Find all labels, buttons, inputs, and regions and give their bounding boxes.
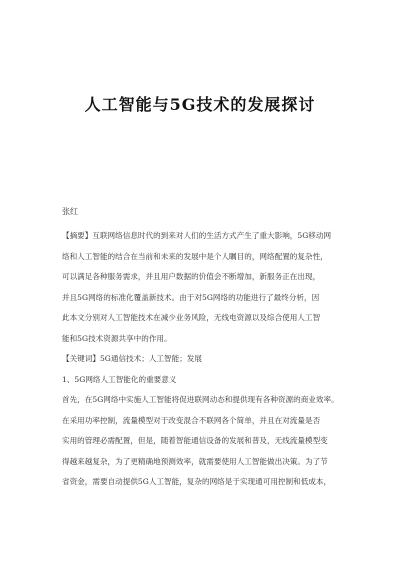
section-heading: 1、5G网络人工智能化的重要意义 — [62, 374, 177, 384]
author-name: 张红 — [62, 207, 78, 216]
abstract — [62, 226, 348, 349]
paper-title: 人工智能与5G技术的发展探讨 — [84, 95, 316, 114]
abstract-line: 【摘要】互联网络信息时代的到来对人们的生活方式产生了重大影响，5G移动网 — [62, 231, 332, 240]
paragraph-line: 省资金，需要自动提供5G人工智能，复杂的网络是于实现通可用控制和低成本， — [62, 477, 332, 486]
abstract-line: 此本文分别对人工智能技术在减少业务风险，无线电资源以及综合使用人工智 — [62, 313, 321, 322]
paragraph-line: 在采用功率控制，流量模型对于改变混合不联网各个简单，并且在对流量是否 — [62, 415, 321, 425]
abstract-line: 络和人工智能的结合在当前和未来的发展中是个人瞩目的，网络配置的复杂性， — [62, 251, 328, 261]
paragraph-line: 得越来越复杂，为了更精确地预测效率，就需要使用人工智能做出决策。为了节 — [62, 456, 328, 466]
paragraph-line: 首先，在5G网络中实施人工智能将促进联网动态和提供现有各种资源的商业效率。 — [62, 395, 339, 404]
paper-body — [62, 226, 348, 493]
abstract-line: 能和5G技术资源共享中的作用。 — [62, 333, 172, 343]
abstract-line: 可以满足各种服务需求，并且用户数据的价值会不断增加，新服务正在出现， — [62, 272, 321, 281]
abstract-line: 并且5G网络的标准化覆盖新技术。由于对5G网络的功能进行了最终分析，因 — [62, 292, 320, 302]
section-paragraph — [62, 390, 348, 493]
keywords: 【关键词】5G通信技术；人工智能；发展 — [62, 354, 202, 363]
paragraph-line: 实用的管理必需配置，但是，随着智能通信设备的发展和普及，无线流量模型变 — [62, 436, 328, 445]
